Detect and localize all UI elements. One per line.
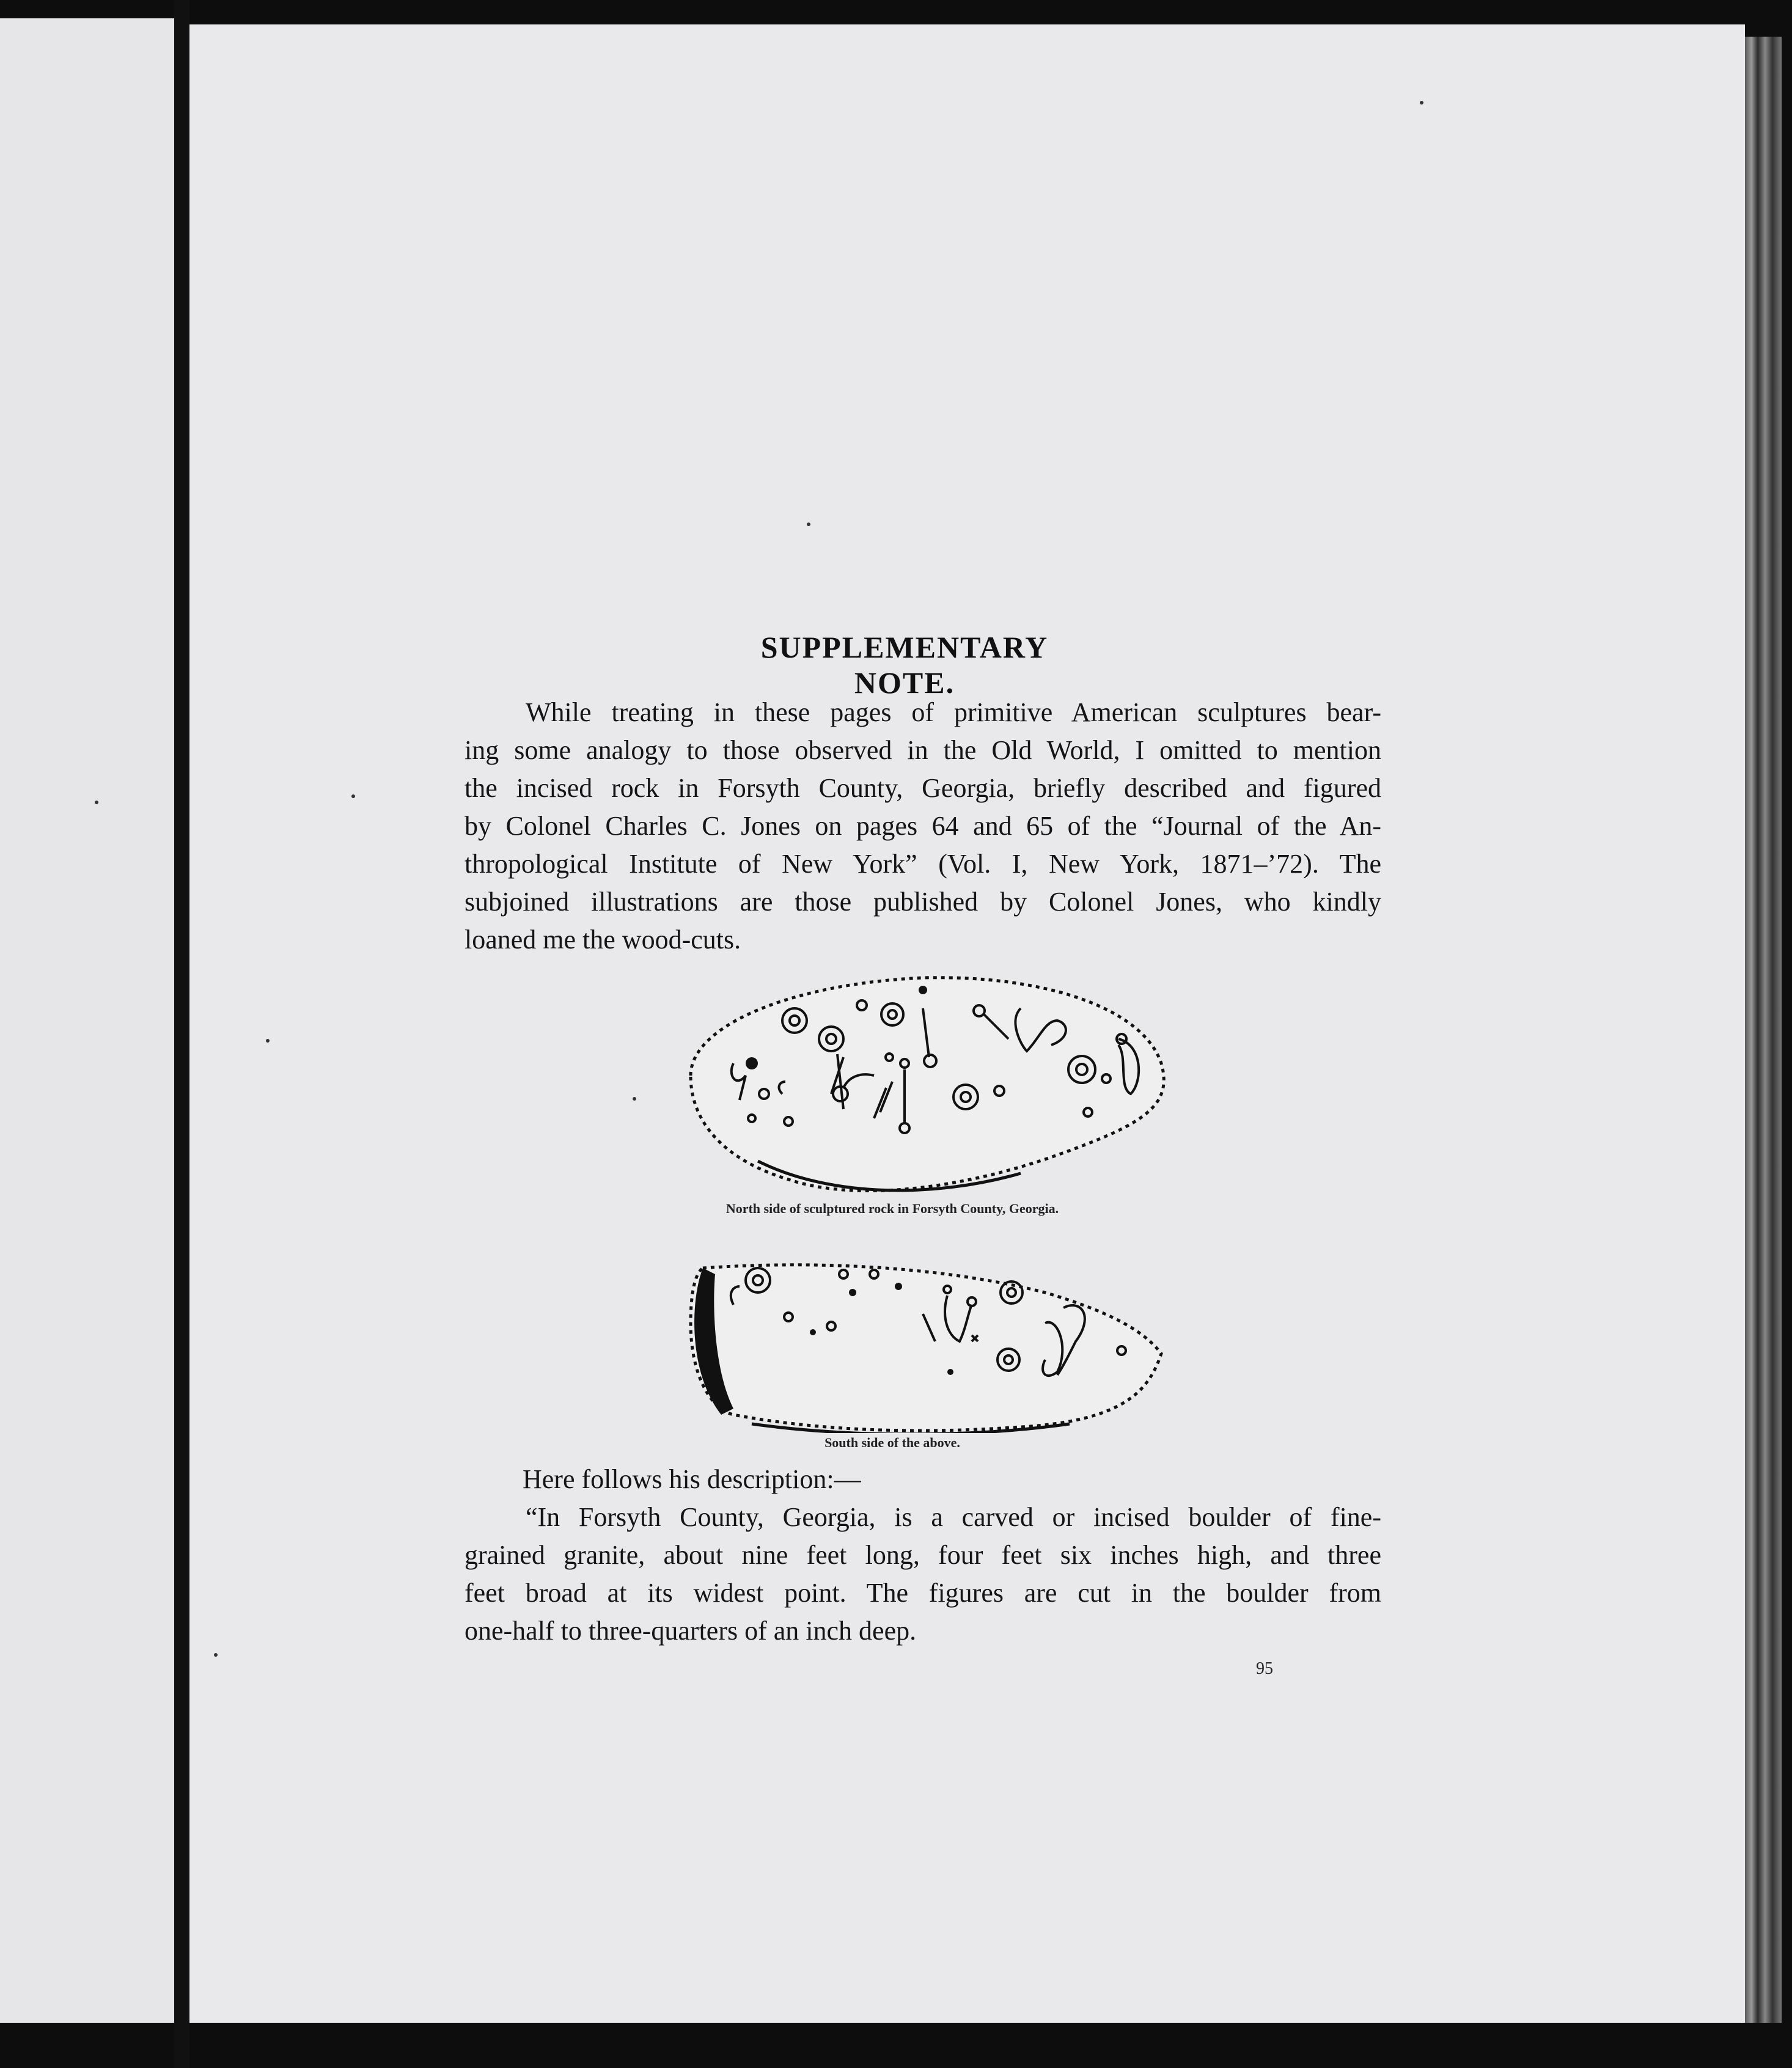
speck (266, 1039, 270, 1043)
speck (95, 801, 98, 804)
text-line: “In Forsyth County, Georgia, is a carved or incised boulder of fine- (526, 1502, 1381, 1532)
north-side-rock-illustration (678, 972, 1167, 1204)
text-line: by Colonel Charles C. Jones on pages 64 and 65 of the “Journal of the An- (465, 811, 1381, 841)
left-page (0, 18, 174, 2023)
north-side-caption: North side of sculptured rock in Forsyth County, Georgia. (725, 1201, 1059, 1216)
south-side-rock-illustration (678, 1250, 1167, 1433)
text-line: the incised rock in Forsyth County, Georgia, briefly described and figured (465, 773, 1381, 803)
text-line: While treating in these pages of primitive American sculptures bear- (526, 697, 1381, 727)
speck (1420, 101, 1423, 105)
speck (807, 522, 810, 526)
intro-paragraph (465, 694, 1381, 959)
text-line: loaned me the wood-cuts. (465, 925, 741, 955)
page-number: 95 (1256, 1659, 1273, 1678)
page-edge (1745, 37, 1782, 2023)
speck (351, 794, 355, 798)
text-line: ing some analogy to those observed in the Old World, I omitted to mention (465, 735, 1381, 765)
book-gutter (174, 0, 189, 2068)
speck (633, 1097, 636, 1101)
speck (214, 1653, 218, 1657)
text-line: Here follows his description:— (523, 1464, 861, 1494)
text-line: subjoined illustrations are those published by Colonel Jones, who kindly (465, 887, 1381, 917)
description-paragraph (465, 1461, 1381, 1650)
page-title: SUPPLEMENTARY NOTE. (760, 630, 1049, 700)
south-side-caption: South side of the above. (824, 1435, 960, 1450)
text-line: thropological Institute of New York” (Vol. I, New York, 1871–’72). The (465, 849, 1381, 879)
text-line: grained granite, about nine feet long, four feet six inches high, and three (465, 1540, 1381, 1570)
north-side-figure (678, 972, 1167, 1204)
south-side-figure (678, 1250, 1167, 1433)
text-line: feet broad at its widest point. The figures are cut in the boulder from (465, 1578, 1381, 1608)
text-line: one-half to three-quarters of an inch deep. (465, 1616, 917, 1646)
